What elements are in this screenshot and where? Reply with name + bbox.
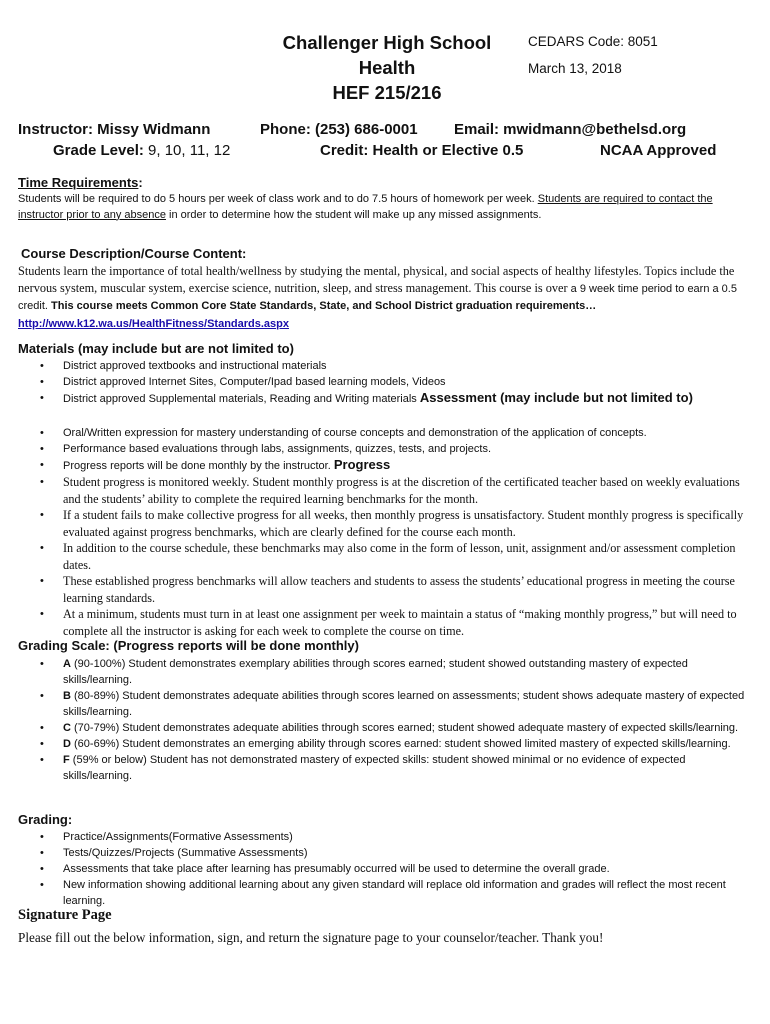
cedars-code: CEDARS Code: 8051 — [528, 34, 658, 49]
time-requirements-heading: Time Requirements: — [18, 175, 143, 190]
grading-list — [18, 829, 754, 909]
course-description-heading: Course Description/Course Content: — [21, 246, 247, 261]
grading-scale-heading: Grading Scale: (Progress reports will be done monthly) — [18, 638, 359, 653]
course-code: HEF 215/216 — [332, 82, 442, 103]
list-item: • Student progress is monitored weekly. Student monthly progress is at the discretion of the certificated teacher based on weekly evaluations and the students’ ability to complete the required learning benchmarks for the month. — [18, 474, 754, 507]
grade-item-f: • F (59% or below) Student has not demonstrated mastery of expected skills: student showed minimal or no evidence of expected skills/learning. — [18, 752, 754, 784]
grade-level — [53, 142, 230, 159]
progress-list — [18, 474, 754, 639]
instructor-email: Email: mwidmann@bethelsd.org — [454, 121, 687, 138]
list-item: • Oral/Written expression for mastery understanding of course concepts and demonstration of the application of concepts. — [18, 425, 754, 441]
grade-item-a: • A (90-100%) Student demonstrates exemplary abilities through scores earned; student showed outstanding mastery of expected skills/learning. — [18, 656, 754, 688]
list-item: • District approved Internet Sites, Computer/Ipad based learning models, Videos — [18, 374, 754, 390]
credit-info: Credit: Health or Elective 0.5 — [320, 142, 524, 159]
materials-heading: Materials (may include but are not limited to) — [18, 341, 294, 356]
grade-item-d: • D (60-69%) Student demonstrates an emerging ability through scores earned: student showed limited mastery of expected skills/learning. — [18, 736, 754, 752]
list-item: • Tests/Quizzes/Projects (Summative Assessments) — [18, 845, 754, 861]
list-item: • District approved textbooks and instructional materials — [18, 358, 754, 374]
time-requirements-text: Students will be required to do 5 hours per week of class work and to do 7.5 hours of homework per week. Students are required to contact the instructor prior to any absence in order to determine how the student will make up any missed assignments. — [18, 193, 713, 221]
grading-heading: Grading: — [18, 812, 73, 827]
list-item: • New information showing additional learning about any given standard will replace old information and grades will reflect the most recent learning. — [18, 877, 754, 909]
list-item: • Practice/Assignments(Formative Assessments) — [18, 829, 754, 845]
list-item: • These established progress benchmarks will allow teachers and students to assess the students’ educational progress in meeting the course learning standards. — [18, 573, 754, 606]
assessment-heading: Assessment (may include but not limited to) — [419, 390, 693, 405]
instructor-name: Instructor: Missy Widmann — [18, 121, 211, 138]
school-name: Challenger High School — [282, 32, 492, 53]
list-item: • In addition to the course schedule, these benchmarks may also come in the form of lesson, unit, assignment and/or assessment completion dates. — [18, 540, 754, 573]
document-date: March 13, 2018 — [528, 61, 622, 76]
progress-heading: Progress — [333, 457, 391, 472]
list-item: • Assessments that take place after learning has presumably occurred will be used to determine the overall grade. — [18, 861, 754, 877]
materials-list — [18, 358, 754, 408]
course-subject: Health — [358, 57, 416, 78]
grade-item-b: • B (80-89%) Student demonstrates adequate abilities through scores learned on assessments; student shows adequate mastery of expected skills/learning. — [18, 688, 754, 720]
signature-instructions: Please fill out the below information, sign, and return the signature page to your counselor/teacher. Thank you! — [18, 930, 604, 945]
standards-link[interactable]: http://www.k12.wa.us/HealthFitness/Standards.aspx — [18, 317, 289, 330]
school-header — [222, 30, 552, 105]
ncaa-status: NCAA Approved — [600, 142, 717, 159]
instructor-phone: Phone: (253) 686-0001 — [260, 121, 418, 138]
grading-scale-list — [18, 656, 754, 784]
assessment-list — [18, 425, 754, 474]
list-item: • At a minimum, students must turn in at least one assignment per week to maintain a status of “making monthly progress,” but will need to complete all the instructor is asking for each week to complete the course on time. — [18, 606, 754, 639]
course-description-text: Students learn the importance of total health/wellness by studying the mental, physical, and social aspects of healthy lifestyles. Topics include the nervous system, muscular system, exercise science, nutrition, sleep, and stress management. This course is over a 9 week time period to earn a 0.5 credit. This course meets Common Core State Standards, State, and School District graduation requirements…http://www.k12.wa.us/HealthFitness/Standards.aspx — [18, 264, 737, 330]
signature-heading: Signature Page — [18, 907, 112, 923]
grade-item-c: • C (70-79%) Student demonstrates adequate abilities through scores earned; student showed adequate mastery of expected skills/learning. — [18, 720, 754, 736]
grade-level-label: Grade Level: — [53, 142, 144, 159]
list-item: • If a student fails to make collective progress for all weeks, then monthly progress is unsatisfactory. Student monthly progress is specifically evaluated against progress benchmarks, which are clearly defined for the course each month. — [18, 507, 754, 540]
list-item: • Performance based evaluations through labs, assignments, quizzes, tests, and projects. — [18, 441, 754, 457]
list-item: • District approved Supplemental materials, Reading and Writing materials Assessment (may include but not limited to) — [18, 390, 754, 408]
list-item: • Progress reports will be done monthly by the instructor. Progress — [18, 457, 754, 474]
grade-level-value: 9, 10, 11, 12 — [143, 142, 231, 159]
